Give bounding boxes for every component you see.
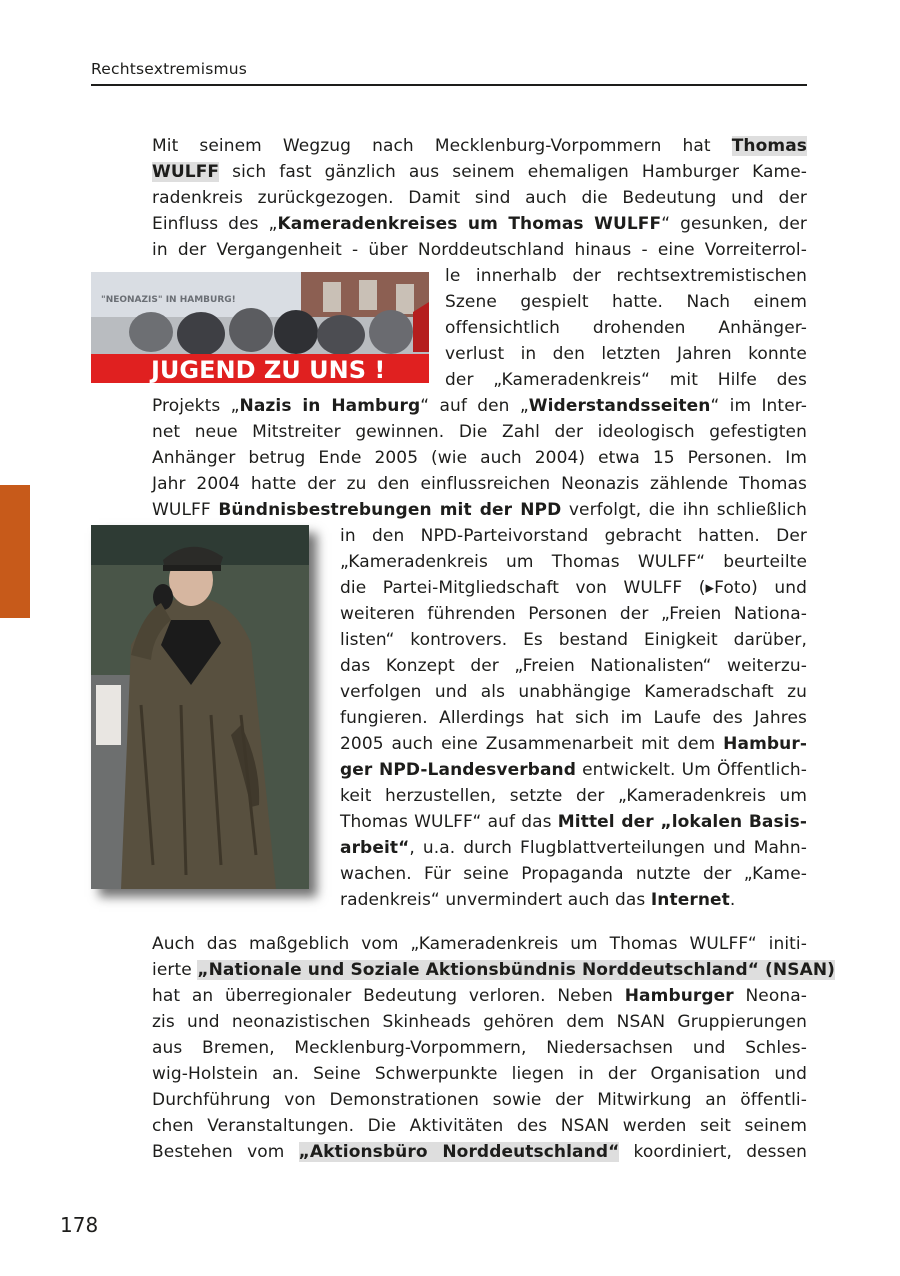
highlighted-name: WULFF (152, 162, 220, 182)
text-line: fungieren. Allerdings hat sich im Laufe des Jahres (340, 708, 807, 728)
bold-term: Mittel der „lokalen Basis- (557, 812, 807, 832)
text-run: Neona- (733, 986, 807, 1006)
text-line (152, 983, 807, 1009)
portrait-photo-graphic (91, 525, 309, 889)
text-line (340, 731, 807, 757)
page-number: 178 (60, 1213, 99, 1237)
text-line: weiteren führenden Personen der „Freien Nationa- (340, 604, 807, 624)
bold-term: Hamburger (624, 986, 734, 1006)
text-line: verlust in den letzten Jahren konnte (445, 344, 807, 364)
text-run: . (729, 890, 736, 910)
text-line (340, 809, 807, 835)
text-run: radenkreis“ unvermindert auch das (340, 890, 651, 910)
text-run: Projekts „ (152, 396, 240, 416)
text-line: Jahr 2004 hatte der zu den einflussreichen Neonazis zählende Thomas (152, 474, 807, 494)
banner-photo (91, 272, 429, 383)
text-line: le innerhalb der rechtsextremistischen (445, 266, 807, 286)
banner-small-caption: "NEONAZIS" IN HAMBURG! (101, 295, 236, 305)
portrait-photo (91, 525, 309, 889)
text-line: das Konzept der „Freien Nationalisten“ weiterzu- (340, 656, 807, 676)
text-line: net neue Mitstreiter gewinnen. Die Zahl der ideologisch gefestigten (152, 422, 807, 442)
text-line: Anhänger betrug Ende 2005 (wie auch 2004) etwa 15 Personen. Im (152, 448, 807, 468)
bold-term: ger NPD-Landesverband (340, 760, 576, 780)
text-line: zis und neonazistischen Skinheads gehören dem NSAN Gruppierungen (152, 1012, 807, 1032)
text-run: ierte (152, 960, 198, 980)
text-line (152, 1139, 807, 1165)
text-run: sich fast gänzlich aus seinem ehemaligen Hamburger Kame- (219, 162, 807, 182)
text-line (340, 757, 807, 783)
text-line (152, 159, 807, 185)
text-run: Thomas WULFF“ auf das (340, 812, 558, 832)
bold-term: Widerstandsseiten (528, 396, 711, 416)
bold-term: Bündnisbestrebungen mit der NPD (218, 500, 562, 520)
text-run: Mit seinem Wegzug nach Mecklenburg-Vorpommern hat (152, 136, 732, 156)
header-rule (91, 84, 807, 86)
bold-term: Kameradenkreises um Thomas WULFF (277, 214, 662, 234)
chapter-tab-marker (0, 485, 30, 618)
text-line: listen“ kontrovers. Es bestand Einigkeit darüber, (340, 630, 807, 650)
text-line: verfolgen und als unabhängige Kameradschaft zu (340, 682, 807, 702)
running-header: Rechtsextremismus (91, 60, 248, 78)
highlighted-name: „Nationale und Soziale Aktionsbündnis Norddeutschland“ (NSAN) (197, 960, 836, 980)
bold-term: Nazis in Hamburg (239, 396, 421, 416)
text-run: verfolgt, die ihn schließlich (561, 500, 807, 520)
text-line (152, 133, 807, 159)
text-line: Szene gespielt hatte. Nach einem (445, 292, 807, 312)
highlighted-name: Thomas (731, 136, 807, 156)
text-line: offensichtlich drohenden Anhänger- (445, 318, 807, 338)
text-line (340, 575, 807, 601)
text-line: der „Kameradenkreis“ mit Hilfe des (445, 370, 807, 390)
text-line: wachen. Für seine Propaganda nutzte der „Kame- (340, 864, 807, 884)
arrow-right-icon: ▸ (705, 578, 715, 598)
text-line: Durchführung von Demonstrationen sowie der Mitwirkung an öffentli- (152, 1090, 807, 1110)
bold-term: Internet (650, 890, 730, 910)
text-run: Foto) und (714, 578, 807, 598)
text-line (152, 497, 807, 523)
text-line: chen Veranstaltungen. Die Aktivitäten des NSAN werden seit seinem (152, 1116, 807, 1136)
text-run: , u.a. durch Flugblattverteilungen und Mahn- (409, 838, 807, 858)
text-line: radenkreis zurückgezogen. Damit sind auch die Bedeutung und der (152, 188, 807, 208)
text-line: Auch das maßgeblich vom „Kameradenkreis um Thomas WULFF“ initi- (152, 934, 807, 954)
text-run: 2005 auch eine Zusammenarbeit mit dem (340, 734, 724, 754)
text-line (152, 393, 807, 419)
text-run: die Partei-Mitgliedschaft von WULFF ( (340, 578, 706, 598)
text-run: Bestehen vom (152, 1142, 299, 1162)
text-run: “ auf den „ (420, 396, 529, 416)
text-line: „Kameradenkreis um Thomas WULFF“ beurteilte (340, 552, 807, 572)
text-run: “ im Inter- (710, 396, 807, 416)
bold-term: arbeit“ (340, 838, 410, 858)
highlighted-name: „Aktionsbüro Norddeutschland“ (298, 1142, 620, 1162)
text-run: hat an überregionaler Bedeutung verloren. Neben (152, 986, 625, 1006)
text-run: koordiniert, dessen (619, 1142, 808, 1162)
text-line: wig-Holstein an. Seine Schwerpunkte liegen in der Organisation und (152, 1064, 807, 1084)
text-run: “ gesunken, der (661, 214, 807, 234)
text-line: in der Vergangenheit - über Norddeutschland hinaus - eine Vorreiterrol- (152, 240, 807, 260)
banner-main-caption: JUGEND ZU UNS ! (151, 356, 386, 383)
text-run: entwickelt. Um Öffentlich- (576, 760, 807, 780)
text-line: keit herzustellen, setzte der „Kameradenkreis um (340, 786, 807, 806)
text-run: WULFF (152, 500, 219, 520)
text-run: Einfluss des „ (152, 214, 278, 234)
text-line (152, 957, 836, 983)
text-line (340, 887, 807, 913)
text-line (340, 835, 807, 861)
text-line: in den NPD-Parteivorstand gebracht hatten. Der (340, 526, 807, 546)
text-line (152, 211, 807, 237)
bold-term: Hambur- (723, 734, 807, 754)
banner-photo-graphic (91, 272, 429, 383)
text-line: aus Bremen, Mecklenburg-Vorpommern, Niedersachsen und Schles- (152, 1038, 807, 1058)
